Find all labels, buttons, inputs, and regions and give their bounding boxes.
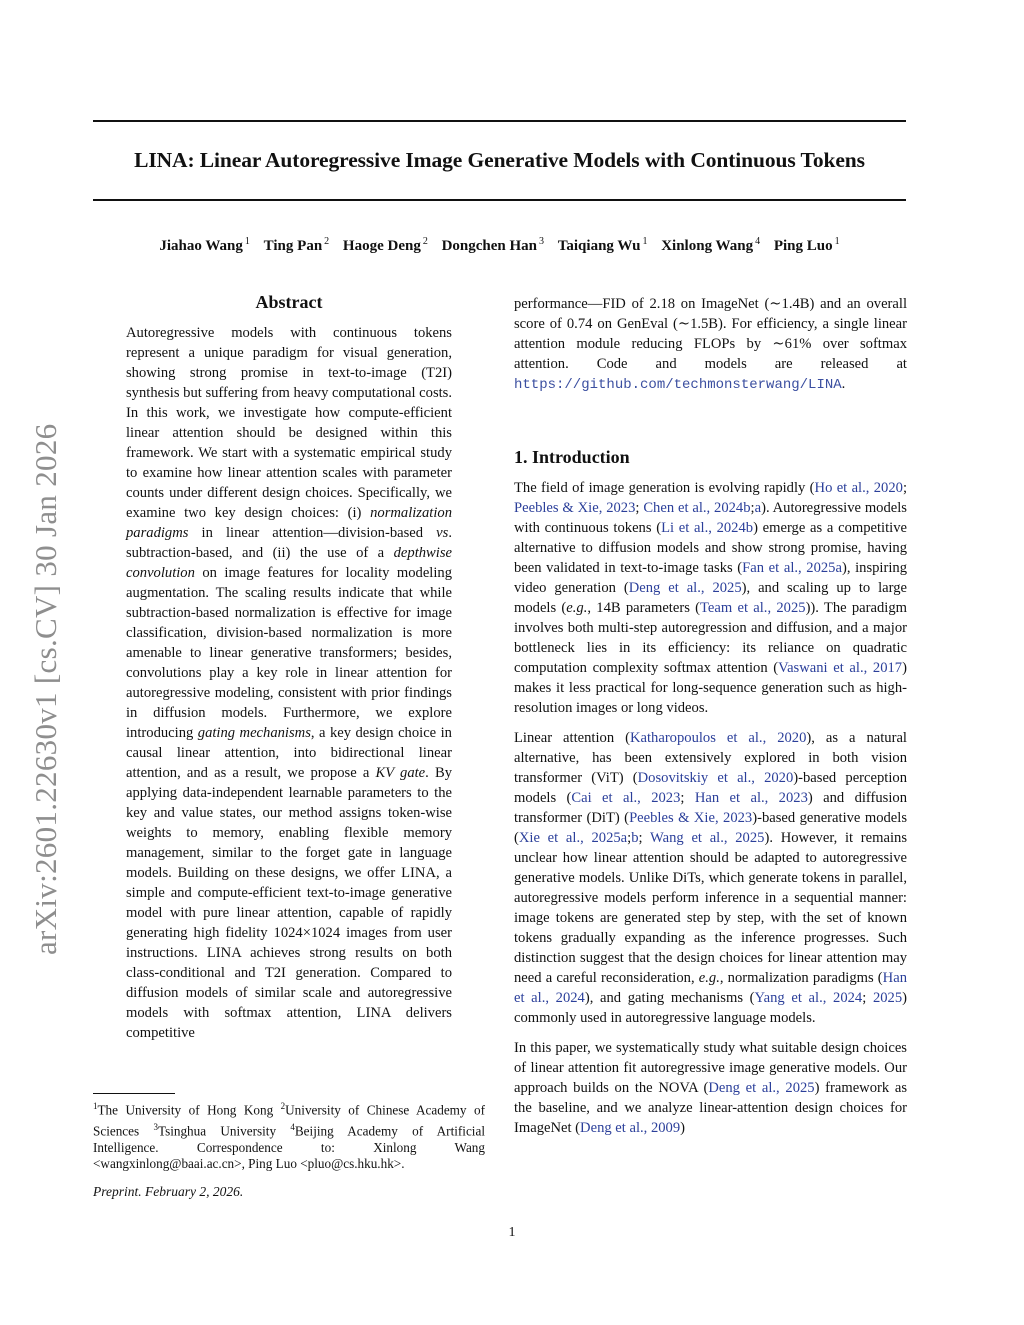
intro-paragraph: Linear attention (Katharopoulos et al., 2020), as a natural alternative, has been extensively explored in both vision transformer (ViT) (Dosovitskiy et al., 2020)-based perception models (Cai et al., 2023; Han et al., 2023) and diffusion transformer (DiT) (Peebles & Xie, 2023)-based generative models (Xie et al., 2025a;b; Wang et al., 2025). However, it remains unclear how linear attention should be adapted to autoregressive generative models. Unlike DiTs, which generate tokens in parallel, autoregressive models perform inference in a sequential manner: image tokens are generated step by step, with the set of known tokens gradually expanding as the inference progresses. Such distinction suggest that the design choices for linear attention may need a careful reconsideration, e.g., normalization paradigms (Han et al., 2024), and gating mechanisms (Yang et al., 2024; 2025) commonly used in autoregressive language models.: [514, 730, 908, 1026]
affiliation-footnote: $^1$The University of Hong Kong $^2$University of Chinese Academy of Sciences $^3$Tsinghua University $^4$Beijing Academy of Artificial Intelligence. Correspondence to: Xinlong Wang <wangxinlong@baai.ac.cn>, Ping Luo <pluo@cs.hku.hk>.: [93, 1101, 485, 1172]
title-rule-bottom: [93, 199, 906, 201]
footnote-rule: [93, 1093, 175, 1094]
citation-link[interactable]: Fan et al., 2025a: [742, 560, 842, 576]
citation-link[interactable]: Cai et al., 2023: [571, 790, 681, 806]
citation-link[interactable]: Li et al., 2024b: [661, 520, 754, 536]
author: Ting Pan $^2$: [263, 236, 330, 254]
citation-link[interactable]: Deng et al., 2009: [580, 1120, 681, 1136]
citation-link[interactable]: Peebles & Xie, 2023: [629, 810, 753, 826]
citation-link[interactable]: Yang et al., 2024: [754, 990, 863, 1006]
abstract-heading: Abstract: [255, 292, 323, 312]
citation-link[interactable]: Chen et al., 2024b: [643, 500, 751, 516]
right-column: [514, 294, 907, 1148]
left-column: [126, 292, 452, 1043]
citation-link[interactable]: Peebles & Xie, 2023: [514, 500, 636, 516]
intro-paragraph: In this paper, we systematically study what suitable design choices of linear attention fit autoregressive image generative models. Our approach builds on the NOVA (Deng et al., 2025) framework as the baseline, and we analyze linear-attention design choices for ImageNet (Deng et al., 2009): [514, 1040, 908, 1136]
author: Taiqiang Wu $^1$: [557, 236, 648, 254]
author: Ping Luo $^1$: [773, 236, 840, 254]
author: Haoge Deng $^2$: [342, 236, 428, 254]
citation-link[interactable]: Ho et al., 2020: [814, 480, 903, 496]
code-link[interactable]: https://github.com/techmonsterwang/LINA: [514, 377, 842, 393]
introduction-heading: 1. Introduction: [514, 447, 630, 467]
author: Dongchen Han $^3$: [441, 236, 545, 254]
citation-link[interactable]: Katharopoulos et al., 2020: [629, 730, 807, 746]
citation-link[interactable]: Wang et al., 2025: [650, 830, 765, 846]
arxiv-identifier: arXiv:2601.22630v1 [cs.CV] 30 Jan 2026: [28, 423, 63, 955]
abstract-text: Autoregressive models with continuous tokens represent a unique paradigm for visual generation, showing strong promise in text-to-image (T2I) synthesis but suffering from heavy computational costs. In this work, we investigate how compute-efficient linear attention should be designed within this framework. We start with a systematic empirical study to examine how linear attention scales with parameter counts under different design choices. Specifically, we examine two key design choices: (i) normalization paradigms in linear attention—division-based vs. subtraction-based, and (ii) the use of a depthwise convolution on image features for locality modeling augmentation. The scaling results indicate that while subtraction-based normalization is effective for image classification, division-based normalization is more amenable to linear generative transformers; besides, convolutions play a key role in linear attention for autoregressive modeling, consistent with prior findings in diffusion models. Furthermore, we explore introducing gating mechanisms, a key design choice in causal linear attention, into bidirectional linear attention, and as a result, we propose a KV gate. By applying data-independent learnable parameters to the key and value states, our method assigns token-wise weights to memory, enabling flexible memory management, similar to the forget gate in language models. Building on these designs, we offer LINA, a simple and compute-efficient text-to-image generative model with pure linear attention, capable of rapidly generating high fidelity 1024×1024 images from user instructions. LINA achieves strong results on both class-conditional and T2I generation. Compared to diffusion models of similar scale and autoregressive models with softmax attention, LINA delivers competitive: [126, 325, 453, 1041]
citation-link[interactable]: Dosovitskiy et al., 2020: [637, 770, 794, 786]
intro-paragraph: The field of image generation is evolving rapidly (Ho et al., 2020; Peebles & Xie, 2023; Chen et al., 2024b;a). Autoregressive models with continuous tokens (Li et al., 2024b) emerge as a competitive alternative to diffusion models and show strong promise, having been validated in text-to-image tasks (Fan et al., 2025a), inspiring video generation (Deng et al., 2025), and scaling up to large models (e.g., 14B parameters (Team et al., 2025)). The paradigm involves both multi-step autoregression and diffusion, and a major bottleneck lies in its efficiency: its reliance on quadratic computation complexity softmax attention (Vaswani et al., 2017) makes it less practical for long-sequence generation such as high-resolution images or long videos.: [514, 480, 907, 716]
citation-link[interactable]: Xie et al., 2025a: [518, 830, 628, 846]
preprint-date: Preprint. February 2, 2026.: [93, 1184, 244, 1199]
citation-link[interactable]: Deng et al., 2025: [628, 580, 742, 596]
title-rule-top: [93, 120, 906, 122]
citation-link[interactable]: Han et al., 2023: [694, 790, 808, 806]
citation-link[interactable]: Han et al., 2024: [514, 970, 907, 1006]
author-list: [93, 236, 906, 255]
paper-title: LINA: Linear Autoregressive Image Generative Models with Continuous Tokens: [134, 148, 865, 172]
citation-link[interactable]: 2025: [872, 990, 903, 1006]
abstract-continuation: performance—FID of 2.18 on ImageNet (∼1.4B) and an overall score of 0.74 on GenEval (∼1.5B). For efficiency, a single linear attention module reducing FLOPs by ∼61% over softmax attention. Code and models are released at https://github.com/techmonsterwang/LINA.: [514, 296, 907, 393]
citation-link[interactable]: a: [754, 500, 762, 516]
citation-link[interactable]: b: [631, 830, 639, 846]
citation-link[interactable]: Vaswani et al., 2017: [778, 660, 903, 676]
author: Jiahao Wang $^1$: [159, 236, 250, 254]
author: Xinlong Wang $^4$: [661, 236, 761, 254]
page-number: 1: [508, 1225, 516, 1240]
citation-link[interactable]: Deng et al., 2025: [708, 1080, 815, 1096]
citation-link[interactable]: Team et al., 2025: [700, 600, 806, 616]
